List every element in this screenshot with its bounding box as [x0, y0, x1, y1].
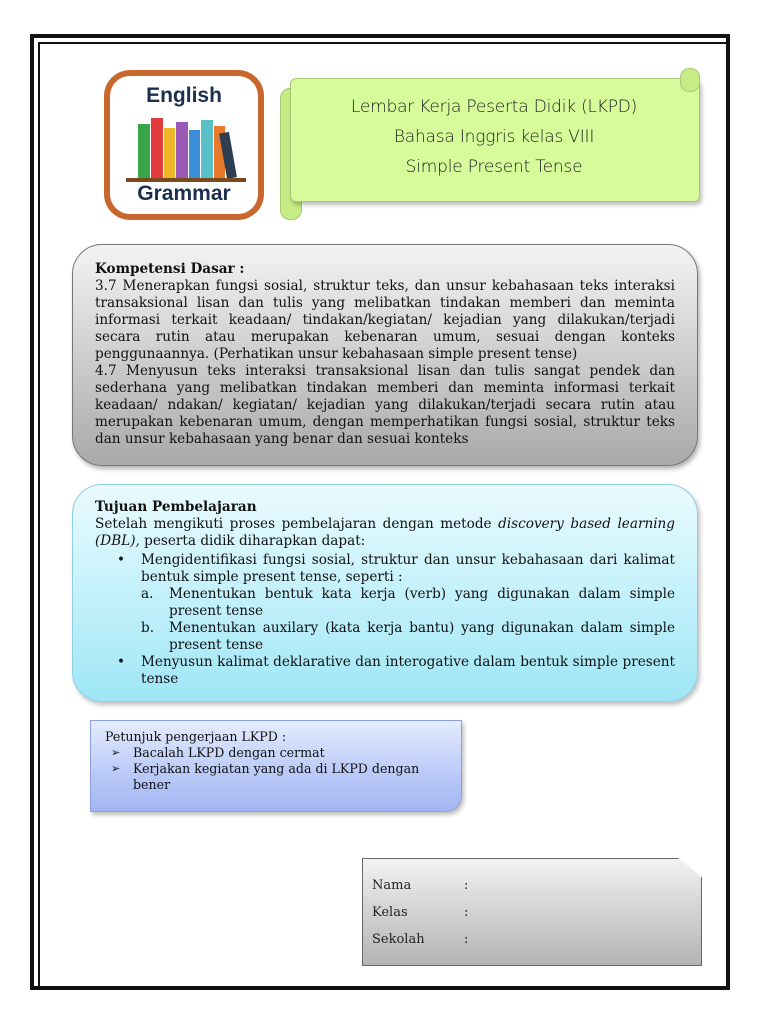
- arrow-bullet-icon: ➢: [111, 746, 121, 759]
- english-grammar-logo: [104, 70, 264, 220]
- worksheet-title: [290, 92, 698, 182]
- nama-label: Nama: [372, 878, 412, 893]
- petunjuk-item-text: Kerjakan kegiatan yang ada di LKPD dengan bener: [133, 761, 420, 792]
- logo-bottom-text: Grammar: [137, 182, 231, 205]
- list-item: [95, 552, 675, 654]
- kompetensi-point-3-7: 3.7 Menerapkan fungsi sosial, struktur teks, dan unsur kebahasaan teks interaksi transaksional lisan dan tulis yang melibatkan tindakan memberi dan meminta informasi terkait keadaan/ tindakan/kegiatan/ kejadian yang dilakukan/terjadi secara rutin atau merupakan kebenaran umum, sesuai dengan konteks penggunaannya. (Perhatikan unsur kebahasaan simple present tense): [95, 278, 675, 362]
- sekolah-field[interactable]: [372, 932, 468, 947]
- tujuan-title: Tujuan Pembelajaran: [95, 499, 257, 515]
- petunjuk-box: [90, 720, 462, 812]
- list-item: [141, 620, 675, 654]
- tujuan-intro: [95, 516, 675, 550]
- title-line-2: Bahasa Inggris kelas VIII: [393, 127, 595, 147]
- title-line-1: Lembar Kerja Peserta Didik (LKPD): [350, 97, 638, 117]
- tujuan-pembelajaran-box: [72, 484, 698, 702]
- sub-item-text: Menentukan auxilary (kata kerja bantu) yang digunakan dalam simple present tense: [169, 620, 675, 653]
- title-line-3: Simple Present Tense: [405, 157, 583, 177]
- petunjuk-item-text: Bacalah LKPD dengan cermat: [133, 745, 325, 760]
- kelas-field[interactable]: [372, 905, 468, 920]
- sub-item-marker: a.: [141, 586, 154, 602]
- sekolah-colon: :: [464, 932, 469, 947]
- nama-colon: :: [464, 878, 469, 893]
- kelas-label: Kelas: [372, 905, 408, 920]
- tujuan-list: [95, 552, 675, 688]
- kelas-colon: :: [464, 905, 469, 920]
- list-item: [141, 586, 675, 620]
- scroll-curl-right: [680, 68, 700, 92]
- tujuan-intro-text: Setelah mengikuti proses pembelajaran dengan metode: [95, 516, 499, 532]
- sub-item-marker: b.: [141, 620, 155, 636]
- list-item: [95, 654, 675, 688]
- petunjuk-title: Petunjuk pengerjaan LKPD :: [105, 729, 287, 744]
- logo-top-text: English: [146, 84, 222, 107]
- list-item: [105, 761, 447, 793]
- tujuan-item-text: Menyusun kalimat deklarative dan interogative dalam bentuk simple present tense: [141, 654, 675, 687]
- tujuan-intro-method: discovery based learning (DBL),: [95, 516, 676, 549]
- list-item: [105, 745, 447, 761]
- bullet-icon: •: [117, 654, 126, 670]
- kompetensi-dasar-box: [72, 244, 698, 466]
- sekolah-label: Sekolah: [372, 932, 425, 947]
- tujuan-sub-list: [141, 586, 675, 654]
- books-icon: [134, 118, 246, 178]
- sub-item-text: Menentukan bentuk kata kerja (verb) yang digunakan dalam simple present tense: [169, 586, 675, 619]
- tujuan-item-text: Mengidentifikasi fungsi sosial, struktur dan unsur kebahasaan dari kalimat bentuk simple present tense, seperti :: [141, 552, 675, 585]
- kompetensi-point-4-7: 4.7 Menyusun teks interaksi transaksional lisan dan tulis sangat pendek dan sederhana yang melibatkan tindakan memberi dan meminta informasi terkait keadaan/ ndakan/ kegiatan/ kejadian yang dilakukan/terjadi secara rutin atau merupakan kebenaran umum, dengan memperhatikan fungsi sosial, struktur teks dan unsur kebahasaan yang benar dan sesuai konteks: [95, 363, 675, 447]
- kompetensi-title: Kompetensi Dasar :: [95, 261, 245, 277]
- nama-field[interactable]: [372, 878, 468, 893]
- arrow-bullet-icon: ➢: [111, 762, 121, 775]
- tujuan-intro-text-end: peserta didik diharapkan dapat:: [139, 533, 366, 549]
- bullet-icon: •: [117, 552, 126, 568]
